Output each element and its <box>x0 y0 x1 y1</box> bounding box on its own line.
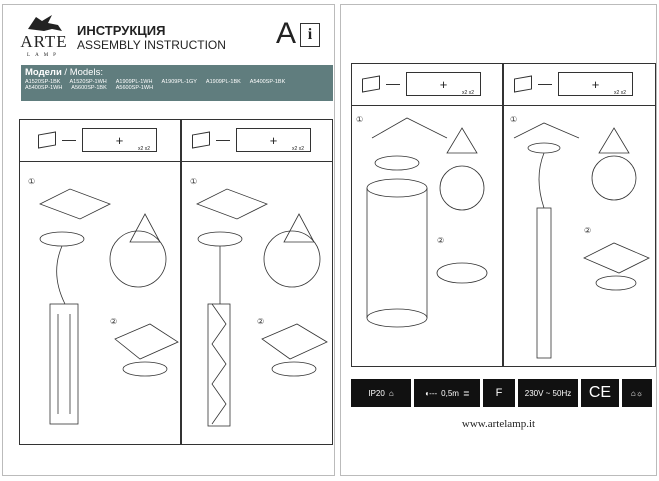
package-icon <box>38 131 56 148</box>
model-item: A1909PL-1GY <box>161 79 197 85</box>
accessories-frame: + x2 x2 <box>558 72 633 96</box>
logo-text: ARTE <box>20 32 68 51</box>
house-icon: ⌂ <box>388 388 394 398</box>
model-item: A5400SP-1WH <box>25 85 63 91</box>
info-book-icon: i <box>300 23 320 47</box>
package-icon <box>192 131 210 148</box>
package-icon <box>362 75 380 92</box>
title-en: ASSEMBLY INSTRUCTION <box>77 38 226 52</box>
model-item: A1520SP-1WH <box>69 79 107 85</box>
language-letter: A <box>276 17 297 50</box>
models-label-en: / Models: <box>61 67 103 78</box>
arte-lamp-logo <box>19 11 69 59</box>
svg-text:①: ① <box>28 177 36 186</box>
svg-text:②: ② <box>110 317 118 326</box>
assembly-panel-1 <box>19 119 181 445</box>
assembly-diagram-icon <box>20 164 180 446</box>
svg-text:①: ① <box>356 115 364 124</box>
assembly-panel-2 <box>181 119 333 445</box>
svg-text:②: ② <box>584 226 592 235</box>
voltage-badge: 230V ~ 50Hz <box>518 379 578 407</box>
models-band <box>21 65 333 101</box>
svg-text:①: ① <box>510 115 518 124</box>
model-item: A1909PL-1BK <box>205 79 241 85</box>
model-item: A5400SP-1BK <box>249 79 286 85</box>
website-link[interactable]: www.artelamp.it <box>461 418 536 430</box>
assembly-diagram-icon <box>352 108 502 368</box>
lamp-distance-icon: ◖--- <box>424 388 438 398</box>
ip-rating-badge: IP20 ⌂ <box>351 379 411 407</box>
bulb-icon: ⌂☼ <box>622 379 652 407</box>
model-item: A5600SP-1BK <box>71 85 107 91</box>
svg-text:②: ② <box>257 317 265 326</box>
model-item: A1909PL-1WH <box>115 79 153 85</box>
lion-logo-icon <box>22 11 66 33</box>
accessories-frame: + x2 x2 <box>406 72 481 96</box>
models-label-ru: Модели <box>25 67 62 78</box>
model-item: A1520SP-1BK <box>25 79 61 85</box>
assembly-diagram-icon <box>182 164 332 446</box>
ce-mark-badge: CE <box>581 379 619 407</box>
svg-text:①: ① <box>190 177 198 186</box>
svg-text:②: ② <box>437 236 445 245</box>
model-item: A5600SP-1WH <box>115 85 154 91</box>
assembly-diagram-icon <box>504 108 654 368</box>
assembly-panel-3 <box>351 63 503 367</box>
right-page <box>340 4 657 476</box>
package-icon <box>514 75 532 92</box>
left-page <box>2 4 335 476</box>
logo-subtext: LAMP <box>27 53 61 58</box>
distance-badge: ◖--- 0,5m ≣ <box>414 379 480 407</box>
assembly-panel-4 <box>503 63 656 367</box>
accessories-frame: + x2 x2 <box>82 128 157 152</box>
title-ru: ИНСТРУКЦИЯ <box>77 23 166 38</box>
accessories-frame: + x2 x2 <box>236 128 311 152</box>
specs-badges <box>351 379 652 407</box>
class-f-badge: F <box>483 379 515 407</box>
